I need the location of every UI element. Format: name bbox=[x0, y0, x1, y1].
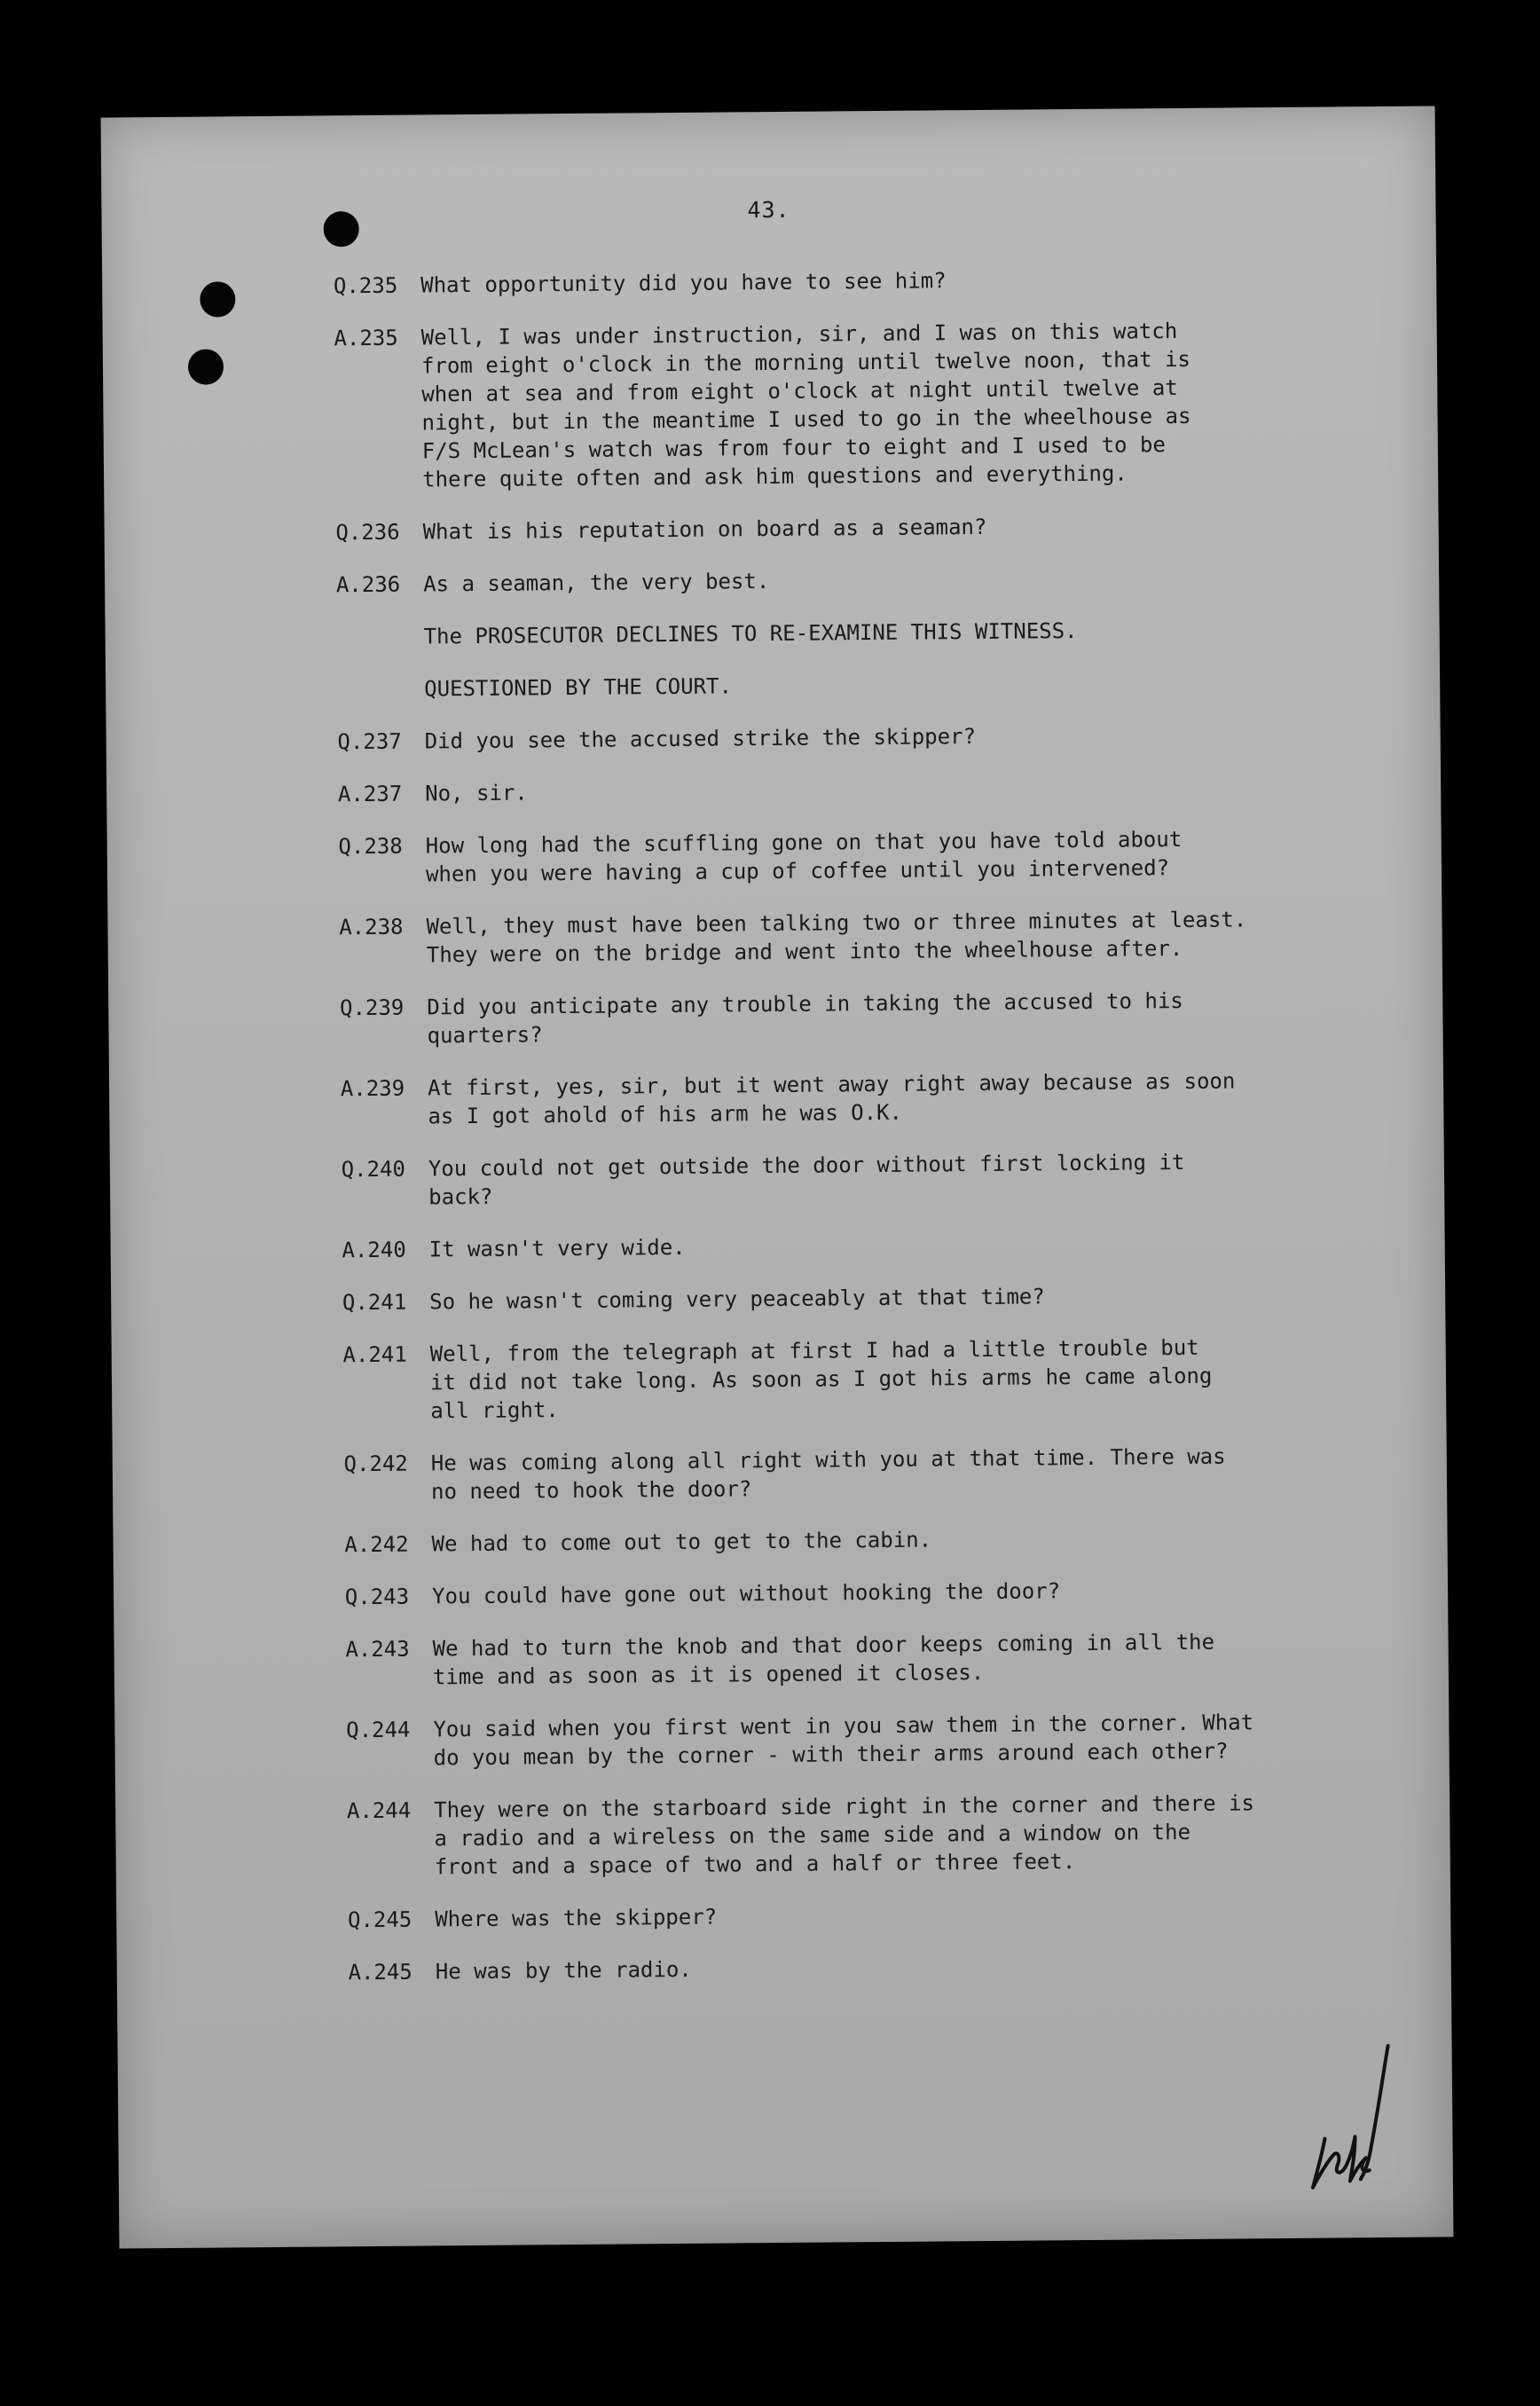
entry-text: It wasn't very wide. bbox=[428, 1234, 686, 1262]
transcript-entry bbox=[315, 1788, 1354, 1882]
punch-hole bbox=[323, 211, 358, 247]
punch-hole bbox=[200, 281, 235, 317]
transcript-entry bbox=[307, 823, 1346, 889]
entry-text: As a seaman, the very best. bbox=[423, 569, 770, 597]
entry-label: A.243 bbox=[345, 1636, 410, 1663]
transcript-entry bbox=[310, 1227, 1348, 1264]
transcript-entry bbox=[316, 1897, 1354, 1934]
entry-label: Q.245 bbox=[347, 1907, 412, 1933]
transcript-entry bbox=[310, 1146, 1348, 1212]
handwritten-initials bbox=[1307, 2040, 1405, 2192]
transcript-entry bbox=[309, 1065, 1348, 1131]
entry-text: They were on the starboard side right in the corner and there is a radio and a wireless on the same side and a window on the front and a space of two and a half or three feet. bbox=[434, 1790, 1255, 1880]
entry-label: Q.242 bbox=[343, 1451, 408, 1477]
entry-label: A.239 bbox=[340, 1075, 405, 1102]
page-number: 43. bbox=[747, 196, 790, 224]
entry-label: A.245 bbox=[348, 1959, 412, 1985]
entry-text: Where was the skipper? bbox=[435, 1904, 718, 1932]
entry-text: Well, I was under instruction, sir, and I was on this watch from eight o'clock in the morning until twelve noon, that is when at sea and from eight o'clock at night until twelve at night, but in the meantime I used to go in the wheelhouse as F/S McLean's watch was from four to eight and I used to be there quite often and ask him questions and everything. bbox=[420, 318, 1191, 492]
entry-label: A.242 bbox=[344, 1531, 409, 1558]
transcript-entry bbox=[302, 315, 1342, 494]
entry-text: What is his reputation on board as a seaman? bbox=[422, 514, 987, 545]
entry-text: What opportunity did you have to see him? bbox=[420, 268, 947, 298]
entry-label: Q.237 bbox=[337, 728, 402, 755]
entry-text: Did you anticipate any trouble in taking the accused to his quarters? bbox=[427, 987, 1183, 1049]
entry-label: Q.235 bbox=[333, 272, 398, 299]
transcript-entry bbox=[307, 904, 1346, 970]
entry-text: You could not get outside the door without first locking it back? bbox=[428, 1149, 1185, 1210]
entry-label: A.240 bbox=[342, 1237, 406, 1263]
entry-text: You could have gone out without hooking the door? bbox=[431, 1578, 1061, 1609]
entry-text: He was coming along all right with you at that time. There was no need to hook the door? bbox=[430, 1443, 1226, 1505]
entry-label: Q.241 bbox=[342, 1289, 407, 1316]
entry-label: A.235 bbox=[334, 325, 398, 351]
entry-text: Well, from the telegraph at first I had a little trouble but it did not take long. As soon as I got his arms he came along all right. bbox=[429, 1334, 1213, 1424]
entry-text: So he wasn't coming very peaceably at that time? bbox=[429, 1284, 1045, 1315]
entry-label: A.244 bbox=[346, 1797, 412, 1824]
entry-text: You said when you first went in you saw them in the corner. What do you mean by the corner - with their arms around each other? bbox=[433, 1710, 1254, 1771]
document-page bbox=[101, 106, 1454, 2248]
entry-label: Q.243 bbox=[344, 1584, 410, 1610]
transcript-entry bbox=[314, 1707, 1353, 1773]
entry-label: Q.240 bbox=[341, 1156, 406, 1183]
section-heading: QUESTIONED BY THE COURT. bbox=[424, 673, 733, 702]
entry-text: He was by the radio. bbox=[435, 1956, 692, 1985]
entry-text: Well, they must have been talking two or three minutes at least. They were on the bridge and went into the wheelhouse after. bbox=[426, 907, 1247, 968]
entry-label: A.238 bbox=[339, 914, 404, 940]
transcript-entry bbox=[310, 1279, 1348, 1317]
entry-text: No, sir. bbox=[425, 780, 528, 806]
transcript-entry bbox=[308, 985, 1347, 1050]
transcript-entry bbox=[312, 1441, 1351, 1506]
entry-label: Q.239 bbox=[339, 995, 405, 1021]
entry-label: Q.244 bbox=[346, 1717, 411, 1743]
entry-label: Q.238 bbox=[338, 833, 403, 860]
transcript-entry bbox=[306, 719, 1344, 756]
transcript-entry bbox=[317, 1949, 1355, 1986]
entry-text: At first, yes, sir, but it went away right away because as soon as I got ahold of his arm he was O.K. bbox=[427, 1068, 1236, 1129]
transcript-entry bbox=[302, 263, 1340, 300]
entry-label: Q.236 bbox=[335, 519, 400, 546]
entry-text: We had to turn the knob and that door keeps coming in all the time and as soon as it is opened it closes. bbox=[432, 1629, 1215, 1690]
transcript-entry bbox=[304, 509, 1342, 546]
entry-text: We had to come out to get to the cabin. bbox=[431, 1527, 932, 1557]
transcript-entry bbox=[313, 1574, 1351, 1611]
transcript-entry bbox=[313, 1626, 1352, 1692]
entry-label: A.236 bbox=[335, 571, 401, 598]
transcript-entry bbox=[312, 1521, 1350, 1559]
entry-label: A.241 bbox=[342, 1341, 407, 1368]
entry-label: A.237 bbox=[337, 781, 403, 807]
entry-text: How long had the scuffling gone on that you have told about when you were having a cup of coffee until you intervened? bbox=[425, 827, 1182, 887]
transcript-entry bbox=[304, 562, 1342, 599]
procedural-note: The PROSECUTOR DECLINES TO RE-EXAMINE THIS WITNESS. bbox=[423, 618, 1078, 649]
transcript-entry bbox=[311, 1332, 1350, 1426]
transcript-entry bbox=[306, 771, 1344, 808]
punch-hole bbox=[188, 349, 224, 384]
entry-text: Did you see the accused strike the skipper? bbox=[424, 724, 977, 754]
transcript bbox=[302, 263, 1355, 2010]
